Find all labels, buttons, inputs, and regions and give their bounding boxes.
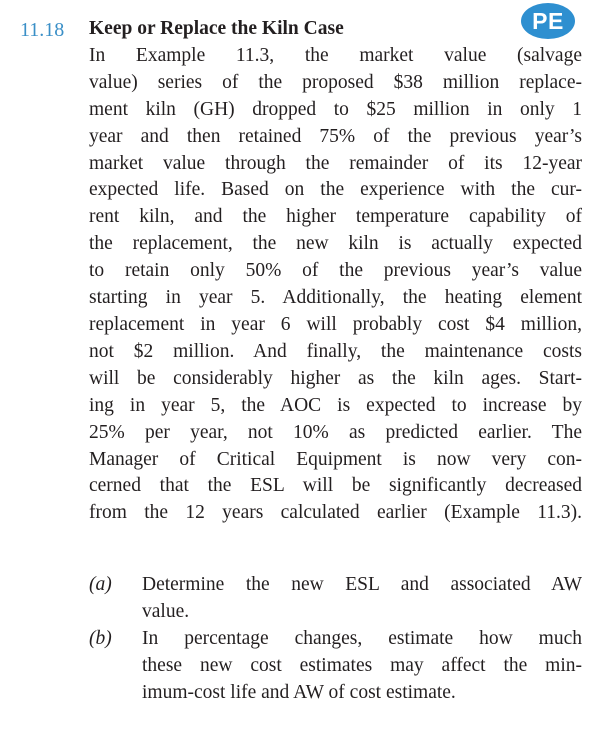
problem-parts [89,572,582,707]
body-line: starting in year 5. Additionally, the heating element [89,287,582,309]
part-label: (b) [89,627,112,649]
body-line: will be considerably higher as the kiln ages. Start- [89,367,582,389]
body-line: rent kiln, and the higher temperature capability of [89,206,582,228]
problem-title: Keep or Replace the Kiln Case [89,18,344,39]
body-line: ment kiln (GH) dropped to $25 million in only 1 [89,98,582,120]
part-line: Determine the new ESL and associated AW [142,574,582,595]
body-line: replacement in year 6 will probably cost $4 million, [89,313,582,335]
body-line: the replacement, the new kiln is actually expected [89,233,582,255]
body-line: year and then retained 75% of the previous year’s [89,125,582,147]
part-line: imum-cost life and AW of cost estimate. [142,681,456,703]
body-line: value) series of the proposed $38 million replace- [89,71,582,93]
body-line: to retain only 50% of the previous year’s value [89,260,582,282]
body-line: ing in year 5, the AOC is expected to increase by [89,394,582,416]
body-line: In Example 11.3, the market value (salvage [89,44,582,66]
pe-badge-icon: PE [521,3,575,39]
part-a [89,572,582,626]
part-text [142,626,582,707]
part-text [142,572,582,626]
part-label: (a) [89,574,112,595]
body-line: expected life. Based on the experience with the cur- [89,179,582,201]
part-b [89,626,582,707]
part-line: these new cost estimates may affect the min- [142,654,582,676]
body-line: market value through the remainder of its 12-year [89,152,582,174]
problem-statement [89,16,582,527]
part-line: value. [142,600,190,622]
body-line: from the 12 years calculated earlier (Example 11.3). [89,502,582,524]
body-line: Manager of Critical Equipment is now very con- [89,448,582,470]
problem-number: 11.18 [20,19,65,41]
body-line: not $2 million. And finally, the maintenance costs [89,340,582,362]
body-line: cerned that the ESL will be significantly decreased [89,475,582,497]
part-line: In percentage changes, estimate how much [142,627,582,649]
body-line: 25% per year, not 10% as predicted earlier. The [89,421,582,443]
